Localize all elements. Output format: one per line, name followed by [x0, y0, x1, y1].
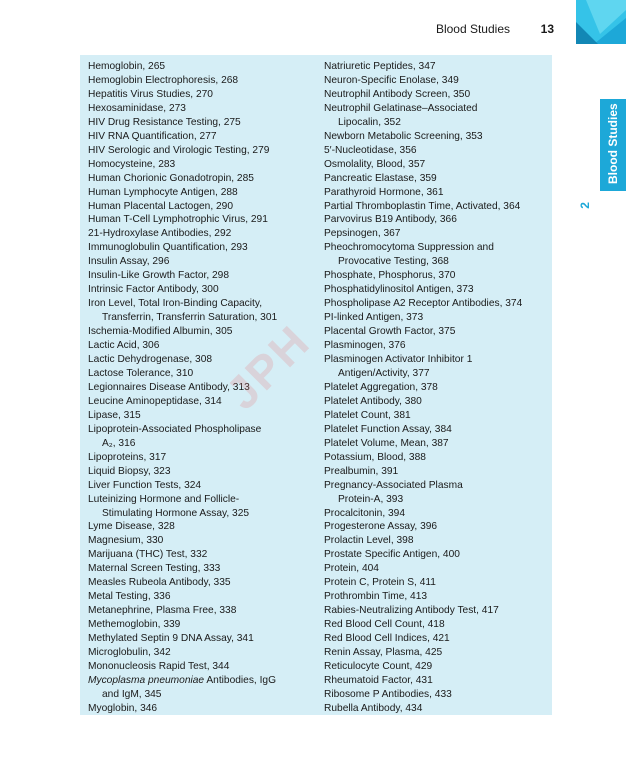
index-entry-text: Parvovirus B19 Antibody, 366	[324, 214, 457, 226]
index-entry	[324, 660, 550, 674]
index-entry	[324, 548, 550, 562]
corner-tab-graphic	[576, 0, 626, 44]
index-entry	[88, 60, 316, 74]
index-entry-text: Human Chorionic Gonadotropin, 285	[88, 172, 254, 184]
index-entry	[324, 325, 550, 339]
index-entry-text: HIV Drug Resistance Testing, 275	[88, 116, 241, 128]
index-entry	[88, 283, 316, 297]
index-entry-text: Lyme Disease, 328	[88, 521, 175, 533]
index-entry	[324, 102, 550, 130]
index-entry	[88, 172, 316, 186]
index-entry	[324, 283, 550, 297]
index-entry-text: Prothrombin Time, 413	[324, 591, 428, 603]
index-entry	[324, 395, 550, 409]
chapter-number: 2	[578, 202, 592, 209]
index-entry-text: Rubella Antibody, 434	[324, 702, 423, 714]
index-entry	[324, 158, 550, 172]
index-entry-text: HIV Serologic and Virologic Testing, 279	[88, 144, 270, 156]
index-entry-text: Methemoglobin, 339	[88, 619, 181, 631]
index-entry-text: Legionnaires Disease Antibody, 313	[88, 381, 250, 393]
index-entry-text: Lactic Dehydrogenase, 308	[88, 354, 213, 366]
index-entry-text: Platelet Function Assay, 384	[324, 423, 452, 435]
index-entry	[324, 465, 550, 479]
index-entry	[324, 381, 550, 395]
index-entry	[88, 116, 316, 130]
index-entry	[324, 688, 550, 702]
index-entry	[324, 604, 550, 618]
index-entry	[324, 618, 550, 632]
index-entry-text: Prealbumin, 391	[324, 465, 399, 477]
index-entry-text: Intrinsic Factor Antibody, 300	[88, 284, 219, 296]
index-entry-continuation: Transferrin, Transferrin Saturation, 301	[102, 312, 278, 324]
index-entry-continuation: Stimulating Hormone Assay, 325	[102, 507, 250, 519]
index-entry	[324, 534, 550, 548]
index-entry	[324, 590, 550, 604]
index-entry-text: Insulin-Like Growth Factor, 298	[88, 270, 229, 282]
index-entry	[324, 74, 550, 88]
index-entry	[88, 74, 316, 88]
index-entry-text: Osmolality, Blood, 357	[324, 158, 426, 170]
index-entry-text: Metal Testing, 336	[88, 591, 171, 603]
index-entry	[324, 409, 550, 423]
index-entry-text: Hemoglobin, 265	[88, 61, 166, 72]
index-entry	[324, 311, 550, 325]
index-entry-text: Partial Thromboplastin Time, Activated, 364	[324, 200, 521, 212]
index-entry-text: Insulin Assay, 296	[88, 256, 170, 268]
index-entry-text: Platelet Count, 381	[324, 409, 411, 421]
index-entry-text: Pancreatic Elastase, 359	[324, 172, 437, 184]
index-entry-text: Pheochromocytoma Suppression and	[324, 242, 494, 254]
index-entry-text: Leucine Aminopeptidase, 314	[88, 395, 222, 407]
index-entry-text: Lipoproteins, 317	[88, 451, 167, 463]
index-entry	[324, 451, 550, 465]
index-entry-text: Human T-Cell Lymphotrophic Virus, 291	[88, 214, 268, 226]
index-entry	[324, 172, 550, 186]
index-entry	[88, 241, 316, 255]
index-entry	[88, 158, 316, 172]
index-entry	[88, 493, 316, 521]
index-entry-continuation: Provocative Testing, 368	[338, 256, 449, 268]
index-entry-text: Red Blood Cell Count, 418	[324, 619, 445, 631]
index-entry	[88, 144, 316, 158]
index-entry-text: Protein C, Protein S, 411	[324, 577, 436, 589]
index-entry-text: Metanephrine, Plasma Free, 338	[88, 605, 237, 617]
index-entry	[88, 88, 316, 102]
index-entry	[88, 269, 316, 283]
index-entry	[324, 227, 550, 241]
index-entry-text: PI-linked Antigen, 373	[324, 312, 424, 324]
index-entry-text: Measles Rubeola Antibody, 335	[88, 577, 231, 589]
index-entry	[324, 520, 550, 534]
index-entry	[324, 297, 550, 311]
index-entry	[324, 88, 550, 102]
index-entry-text: Immunoglobulin Quantification, 293	[88, 242, 248, 254]
index-entry-continuation: Lipocalin, 352	[338, 116, 401, 128]
index-entry-text: Marijuana (THC) Test, 332	[88, 549, 208, 561]
index-entry	[88, 604, 316, 618]
index-entry-text: Ischemia-Modified Albumin, 305	[88, 326, 233, 338]
index-entry-text: Hemoglobin Electrophoresis, 268	[88, 74, 239, 86]
index-entry	[324, 646, 550, 660]
index-entry	[324, 200, 550, 214]
index-entry-text: Lactose Tolerance, 310	[88, 367, 194, 379]
index-entry-text: Mycoplasma pneumoniae Antibodies, IgG	[88, 674, 277, 686]
index-entry	[88, 186, 316, 200]
index-entry-text: Human Lymphocyte Antigen, 288	[88, 186, 238, 198]
index-entry-text: Human Placental Lactogen, 290	[88, 200, 233, 212]
index-entry	[88, 646, 316, 660]
index-entry	[324, 437, 550, 451]
index-column-right	[324, 60, 550, 716]
index-entry-text: Placental Growth Factor, 375	[324, 326, 456, 338]
index-entry	[324, 479, 550, 507]
index-entry-text: Pepsinogen, 367	[324, 228, 401, 240]
index-entry-text: Lactic Acid, 306	[88, 340, 160, 352]
index-entry-text: Homocysteine, 283	[88, 158, 176, 170]
index-entry	[88, 590, 316, 604]
index-entry-text: Phosphatidylinositol Antigen, 373	[324, 284, 474, 296]
index-entry	[88, 674, 316, 702]
index-entry-text: 21-Hydroxylase Antibodies, 292	[88, 228, 232, 240]
index-entry-text: Plasminogen, 376	[324, 340, 406, 352]
index-entry	[88, 534, 316, 548]
index-entry	[88, 409, 316, 423]
index-entry-text: Hepatitis Virus Studies, 270	[88, 88, 213, 100]
index-entry-text: Rheumatoid Factor, 431	[324, 674, 433, 686]
index-entry-text: Platelet Antibody, 380	[324, 395, 422, 407]
index-entry-text: Neutrophil Antibody Screen, 350	[324, 88, 471, 100]
index-entry	[324, 562, 550, 576]
index-entry	[324, 353, 550, 381]
index-entry-text: Renin Assay, Plasma, 425	[324, 647, 443, 659]
index-entry-text: Newborn Metabolic Screening, 353	[324, 130, 483, 142]
index-entry-text: Ribosome P Antibodies, 433	[324, 688, 452, 700]
running-header-title: Blood Studies	[435, 22, 510, 36]
index-entry	[88, 451, 316, 465]
index-entry-text: Iron Level, Total Iron-Binding Capacity,	[88, 298, 263, 310]
index-entry-text: Prostate Specific Antigen, 400	[324, 549, 460, 561]
index-entry	[88, 227, 316, 241]
index-entry	[88, 102, 316, 116]
index-entry-text: Methylated Septin 9 DNA Assay, 341	[88, 633, 254, 645]
index-entry	[88, 660, 316, 674]
index-entry-continuation: Protein-A, 393	[338, 493, 404, 505]
index-entry-text: Platelet Volume, Mean, 387	[324, 437, 449, 449]
index-entry-text: Parathyroid Hormone, 361	[324, 186, 444, 198]
index-entry	[88, 465, 316, 479]
index-entry	[88, 702, 316, 716]
index-entry	[324, 674, 550, 688]
index-entry	[324, 60, 550, 74]
index-entry-text: Lipoprotein-Associated Phospholipase	[88, 423, 262, 435]
index-entry-text: Liquid Biopsy, 323	[88, 465, 171, 477]
watermark: JPH	[215, 314, 320, 420]
index-entry-text: Phosphate, Phosphorus, 370	[324, 270, 456, 282]
index-entry-text: Procalcitonin, 394	[324, 507, 405, 519]
index-entry	[88, 520, 316, 534]
index-entry-text: Neutrophil Gelatinase–Associated	[324, 102, 478, 114]
index-entry	[324, 130, 550, 144]
index-entry	[88, 423, 316, 451]
index-entry-text: Pregnancy-Associated Plasma	[324, 479, 463, 491]
index-entry	[324, 702, 550, 716]
index-entry	[324, 576, 550, 590]
index-entry-text: Luteinizing Hormone and Follicle-	[88, 493, 240, 505]
index-entry-text: Platelet Aggregation, 378	[324, 381, 438, 393]
page-number: 13	[540, 22, 554, 36]
index-entry-text: Lipase, 315	[88, 409, 141, 421]
index-entry	[324, 269, 550, 283]
index-entry-text: Rabies-Neutralizing Antibody Test, 417	[324, 605, 499, 617]
index-entry-text: Phospholipase A2 Receptor Antibodies, 374	[324, 298, 523, 310]
index-entry-text: Neuron-Specific Enolase, 349	[324, 74, 459, 86]
index-entry-continuation: and IgM, 345	[102, 688, 162, 700]
index-entry	[324, 507, 550, 521]
index-entry-text: Prolactin Level, 398	[324, 535, 414, 547]
index-entry	[88, 618, 316, 632]
index-entry-text: Liver Function Tests, 324	[88, 479, 202, 491]
index-entry-text: Maternal Screen Testing, 333	[88, 563, 221, 575]
index-entry-text: Potassium, Blood, 388	[324, 451, 426, 463]
index-entry-text: Magnesium, 330	[88, 535, 164, 547]
index-entry-continuation: A₂, 316	[102, 437, 136, 449]
index-entry-text: Mononucleosis Rapid Test, 344	[88, 660, 230, 672]
index-panel	[80, 55, 552, 715]
index-entry-text: HIV RNA Quantification, 277	[88, 130, 217, 142]
index-entry	[324, 144, 550, 158]
index-entry-text: Plasminogen Activator Inhibitor 1	[324, 354, 473, 366]
index-entry-text: Red Blood Cell Indices, 421	[324, 633, 450, 645]
index-entry-text: Hexosaminidase, 273	[88, 102, 186, 114]
index-entry	[324, 632, 550, 646]
chapter-tab-label: Blood Studies	[606, 103, 620, 185]
index-entry-text: Progesterone Assay, 396	[324, 521, 438, 533]
index-entry	[88, 562, 316, 576]
index-entry-text: Protein, 404	[324, 563, 379, 575]
index-entry	[88, 548, 316, 562]
index-entry	[88, 255, 316, 269]
index-entry	[324, 339, 550, 353]
index-entry	[324, 241, 550, 269]
index-entry	[88, 576, 316, 590]
index-entry	[88, 395, 316, 409]
index-entry	[324, 213, 550, 227]
index-entry	[88, 130, 316, 144]
index-entry	[324, 186, 550, 200]
index-entry-text: Natriuretic Peptides, 347	[324, 61, 436, 72]
index-entry	[88, 632, 316, 646]
index-entry-continuation: Antigen/Activity, 377	[338, 367, 430, 379]
index-entry-text: Myoglobin, 346	[88, 702, 158, 714]
index-entry-text: Reticulocyte Count, 429	[324, 660, 433, 672]
index-entry	[88, 213, 316, 227]
index-entry-text: 5′-Nucleotidase, 356	[324, 144, 417, 156]
index-entry	[324, 423, 550, 437]
index-entry-text: Microglobulin, 342	[88, 647, 171, 659]
index-entry	[88, 200, 316, 214]
index-entry	[88, 479, 316, 493]
